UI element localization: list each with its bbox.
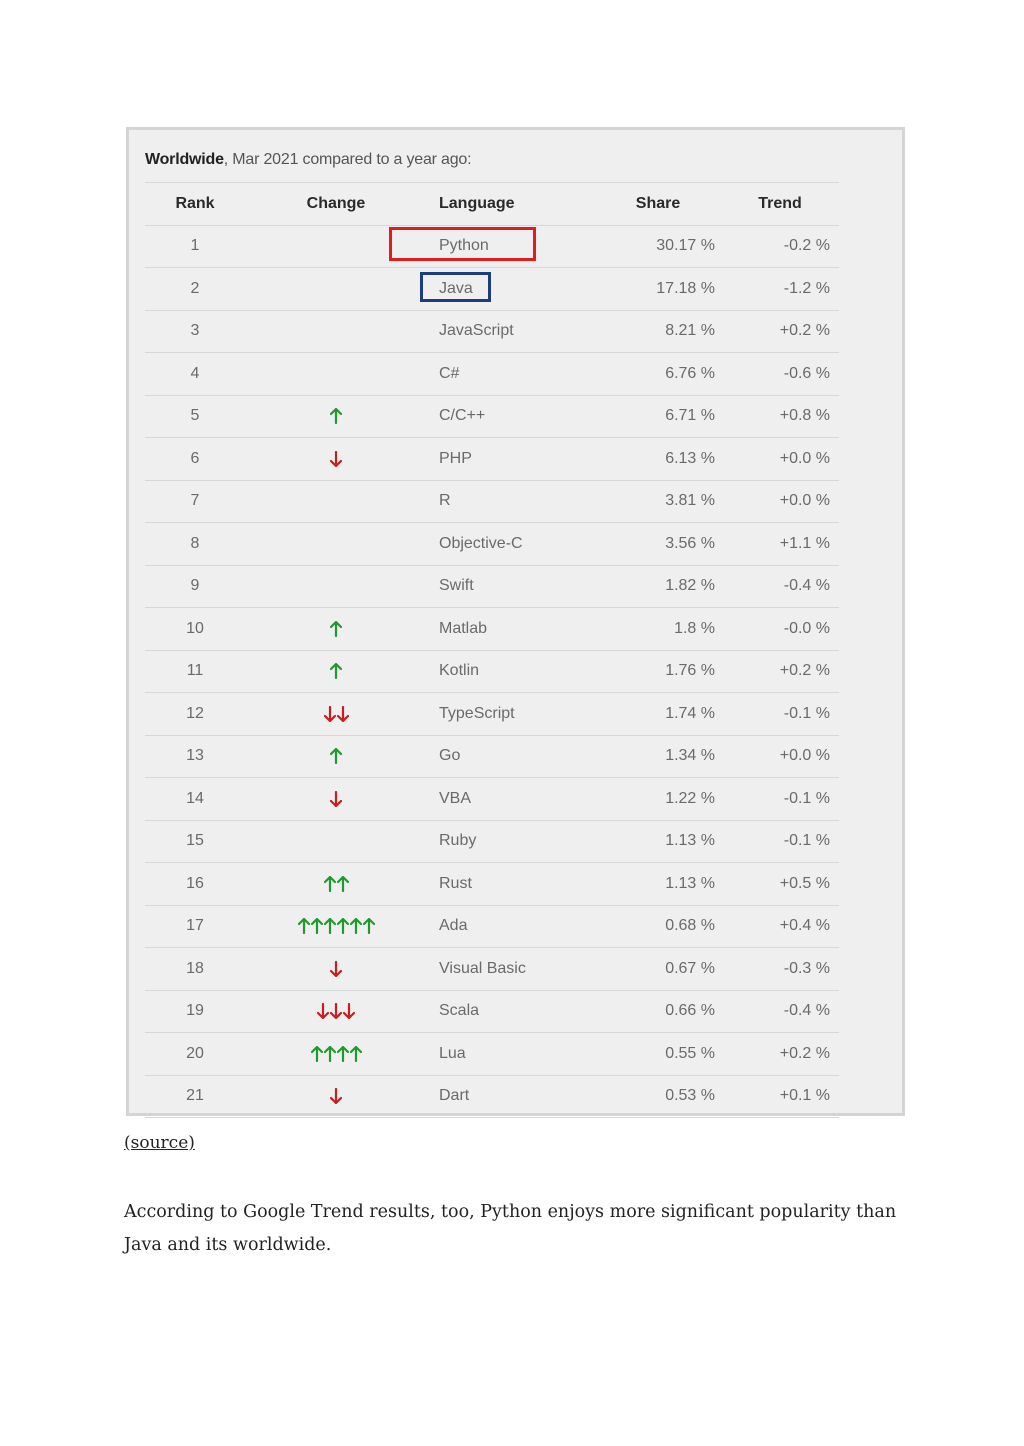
- share-cell: 0.66 %: [665, 1002, 715, 1020]
- rank-cell: 13: [186, 747, 204, 765]
- rank-cell: 6: [190, 449, 200, 467]
- rank-cell: 17: [186, 917, 204, 935]
- trend-cell: +0.4 %: [779, 917, 830, 935]
- language-ranking-table: [145, 182, 839, 1118]
- rank-down-icon: [330, 1088, 342, 1104]
- trend-cell: -0.6 %: [783, 364, 830, 382]
- table-row: [145, 608, 839, 651]
- language-cell: Python: [439, 237, 489, 255]
- language-cell: Ada: [439, 917, 468, 935]
- share-cell: 1.22 %: [665, 789, 715, 807]
- change-cell: [275, 948, 397, 990]
- table-row: [145, 226, 839, 269]
- table-row: [145, 268, 839, 311]
- change-cell: [275, 693, 397, 735]
- language-cell: Ruby: [439, 832, 477, 850]
- rank-up-icon: [330, 408, 342, 424]
- change-cell: [275, 906, 397, 948]
- language-cell: Java: [439, 279, 473, 297]
- share-cell: 1.82 %: [665, 577, 715, 595]
- language-cell: R: [439, 492, 451, 510]
- change-cell: [275, 608, 397, 650]
- change-cell: [275, 396, 397, 438]
- language-cell: Swift: [439, 577, 474, 595]
- rank-down-icon: [317, 1003, 355, 1019]
- trend-cell: +0.1 %: [779, 1087, 830, 1105]
- rank-cell: 1: [190, 237, 200, 255]
- caption-description: , Mar 2021 compared to a year ago:: [223, 151, 472, 168]
- rank-up-icon: [298, 918, 375, 934]
- share-cell: 1.76 %: [665, 662, 715, 680]
- rank-down-icon: [324, 706, 349, 722]
- change-cell: [275, 226, 397, 268]
- change-cell: [275, 523, 397, 565]
- table-row: [145, 821, 839, 864]
- share-cell: 8.21 %: [665, 322, 715, 340]
- header-change: Change: [306, 194, 366, 212]
- share-cell: 6.13 %: [665, 449, 715, 467]
- trend-cell: +0.2 %: [779, 662, 830, 680]
- share-cell: 0.53 %: [665, 1087, 715, 1105]
- ranking-screenshot: [126, 127, 905, 1116]
- language-cell: VBA: [439, 789, 472, 807]
- rank-up-icon: [324, 876, 349, 892]
- rank-cell: 19: [186, 1002, 204, 1020]
- change-cell: [275, 438, 397, 480]
- share-cell: 1.8 %: [674, 619, 715, 637]
- trend-cell: +0.2 %: [779, 322, 830, 340]
- change-cell: [275, 651, 397, 693]
- table-row: [145, 523, 839, 566]
- rank-down-icon: [330, 791, 342, 807]
- trend-cell: +0.0 %: [779, 492, 830, 510]
- caption-region: Worldwide: [145, 151, 224, 168]
- table-row: [145, 906, 839, 949]
- language-cell: C#: [439, 364, 460, 382]
- rank-up-icon: [311, 1046, 362, 1062]
- change-cell: [275, 566, 397, 608]
- rank-cell: 3: [190, 322, 200, 340]
- table-row: [145, 651, 839, 694]
- header-language: Language: [439, 194, 515, 212]
- table-row: [145, 311, 839, 354]
- change-cell: [275, 1076, 397, 1118]
- body-paragraph: According to Google Trend results, too, Python enjoys more significant popularity than Java and its worldwide.: [124, 1202, 897, 1255]
- trend-cell: -1.2 %: [783, 279, 830, 297]
- table-caption: [145, 151, 471, 169]
- trend-cell: -0.3 %: [783, 959, 830, 977]
- change-cell: [275, 1033, 397, 1075]
- share-cell: 3.81 %: [665, 492, 715, 510]
- table-row: [145, 1033, 839, 1076]
- rank-cell: 11: [186, 662, 204, 680]
- trend-cell: +0.2 %: [779, 1044, 830, 1062]
- rank-down-icon: [330, 451, 342, 467]
- table-row: [145, 438, 839, 481]
- trend-cell: +0.5 %: [779, 874, 830, 892]
- change-cell: [275, 991, 397, 1033]
- trend-cell: -0.0 %: [783, 619, 830, 637]
- trend-cell: +0.0 %: [779, 449, 830, 467]
- share-cell: 0.68 %: [665, 917, 715, 935]
- language-cell: Dart: [439, 1087, 470, 1105]
- share-cell: 1.13 %: [665, 874, 715, 892]
- rank-cell: 16: [186, 874, 204, 892]
- share-cell: 30.17 %: [656, 237, 715, 255]
- share-cell: 0.67 %: [665, 959, 715, 977]
- change-cell: [275, 778, 397, 820]
- table-row: [145, 693, 839, 736]
- change-cell: [275, 863, 397, 905]
- language-cell: Kotlin: [439, 662, 480, 680]
- trend-cell: -0.2 %: [783, 237, 830, 255]
- language-cell: Lua: [439, 1044, 466, 1062]
- trend-cell: +0.8 %: [779, 407, 830, 425]
- source-link[interactable]: (source): [124, 1133, 195, 1153]
- rank-cell: 9: [190, 577, 200, 595]
- change-cell: [275, 481, 397, 523]
- table-row: [145, 353, 839, 396]
- language-cell: Scala: [439, 1002, 480, 1020]
- language-cell: Visual Basic: [439, 959, 526, 977]
- rank-cell: 20: [186, 1044, 204, 1062]
- rank-cell: 15: [186, 832, 204, 850]
- trend-cell: -0.4 %: [783, 577, 830, 595]
- rank-cell: 4: [190, 364, 200, 382]
- trend-cell: -0.1 %: [783, 832, 830, 850]
- rank-cell: 12: [186, 704, 204, 722]
- language-cell: Go: [439, 747, 461, 765]
- trend-cell: -0.1 %: [783, 704, 830, 722]
- table-row: [145, 396, 839, 439]
- share-cell: 1.13 %: [665, 832, 715, 850]
- rank-up-icon: [330, 748, 342, 764]
- header-rank: Rank: [175, 194, 215, 212]
- trend-cell: -0.1 %: [783, 789, 830, 807]
- table-row: [145, 1076, 839, 1119]
- change-cell: [275, 736, 397, 778]
- share-cell: 6.71 %: [665, 407, 715, 425]
- share-cell: 17.18 %: [656, 279, 715, 297]
- table-row: [145, 863, 839, 906]
- table-row: [145, 948, 839, 991]
- table-header-row: [145, 183, 839, 226]
- language-cell: Matlab: [439, 619, 488, 637]
- trend-cell: +1.1 %: [779, 534, 830, 552]
- language-cell: TypeScript: [439, 704, 515, 722]
- rank-cell: 18: [186, 959, 204, 977]
- java-highlight-box: [420, 272, 491, 302]
- rank-cell: 10: [186, 619, 204, 637]
- table-row: [145, 481, 839, 524]
- table-row: [145, 736, 839, 779]
- trend-cell: +0.0 %: [779, 747, 830, 765]
- header-share: Share: [635, 194, 681, 212]
- change-cell: [275, 353, 397, 395]
- rank-cell: 8: [190, 534, 200, 552]
- rank-cell: 7: [190, 492, 200, 510]
- rank-cell: 5: [190, 407, 200, 425]
- trend-cell: -0.4 %: [783, 1002, 830, 1020]
- table-row: [145, 991, 839, 1034]
- table-row: [145, 778, 839, 821]
- change-cell: [275, 821, 397, 863]
- rank-cell: 2: [190, 279, 200, 297]
- change-cell: [275, 268, 397, 310]
- table-row: [145, 566, 839, 609]
- python-highlight-box: [389, 227, 536, 261]
- share-cell: 3.56 %: [665, 534, 715, 552]
- change-cell: [275, 311, 397, 353]
- language-cell: C/C++: [439, 407, 486, 425]
- language-cell: Rust: [439, 874, 472, 892]
- rank-up-icon: [330, 621, 342, 637]
- language-cell: Objective-C: [439, 534, 523, 552]
- share-cell: 6.76 %: [665, 364, 715, 382]
- language-cell: PHP: [439, 449, 472, 467]
- language-cell: JavaScript: [439, 322, 514, 340]
- header-trend: Trend: [758, 194, 802, 212]
- rank-cell: 21: [186, 1087, 204, 1105]
- rank-up-icon: [330, 663, 342, 679]
- rank-cell: 14: [186, 789, 204, 807]
- share-cell: 1.34 %: [665, 747, 715, 765]
- share-cell: 0.55 %: [665, 1044, 715, 1062]
- share-cell: 1.74 %: [665, 704, 715, 722]
- rank-down-icon: [330, 961, 342, 977]
